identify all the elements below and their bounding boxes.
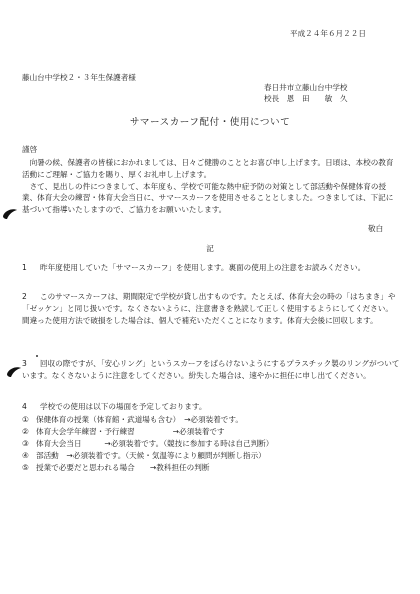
sub-item [22, 462, 209, 474]
item-number: 4 [22, 402, 27, 411]
list-item [22, 262, 400, 274]
sender-principal: 校長 恩 田 敏 久 [264, 94, 348, 103]
sub-item [22, 426, 225, 438]
item-number: 3 [22, 359, 27, 368]
body-paragraph: 向暑の候、保護者の皆様におかれましては、日々ご健勝のこととお喜び申し上げます。日頃は、本校の教育活動にご理解・ご協力を賜り、厚くお礼申し上げます。 さて、見出しの件につきまして、本年度も、学校で可能な熱中症予防の対策として部活動や保健体育の授業、体育大会の練習・体育大会当日に、サマースカーフを使用させることとしました。つきましては、下記に基づいて指導いたしますので、ご協力をお願いいたします。 [22, 158, 394, 215]
item-text: 回収の際ですが、「安心リング」というスカーフをばらけないようにするプラスチック製のリングがついています。なくさないように注意をしてください。紛失した場合は、速やかに担任に申し出てください。 [22, 359, 400, 380]
sub-item-number: ③ [22, 439, 29, 448]
sub-item-text: 体育大会当日 →必須装着です。（競技に参加する時は自己判断） [36, 439, 274, 448]
ki-heading: 記 [206, 244, 214, 253]
closing-word: 敬白 [368, 224, 384, 233]
item-text: 学校での使用は以下の場面を予定しております。 [40, 402, 207, 411]
punch-hole-mark [2, 207, 18, 221]
recipient: 藤山台中学校２・３年生保護者様 [22, 73, 136, 82]
sub-item-number: ① [22, 415, 29, 424]
list-item [22, 291, 400, 326]
sub-item-number: ② [22, 427, 29, 436]
sub-item [22, 414, 243, 426]
sub-item-number: ⑤ [22, 463, 29, 472]
sub-item [22, 438, 273, 450]
sender-block [264, 82, 348, 104]
scan-speck [36, 355, 38, 357]
sub-item-text: 部活動 →必須装着です。（天候・気温等により顧問が判断し指示） [36, 451, 266, 460]
item-number: 2 [22, 292, 27, 301]
list-item [22, 401, 400, 413]
sub-item-text: 体育大会学年練習・予行練習 →必須装着です [36, 427, 225, 436]
sub-item-text: 授業で必要だと思われる場合 →教科担任の判断 [36, 463, 210, 472]
sub-item [22, 450, 266, 462]
item-text: 昨年度使用していた「サマースカーフ」を使用します。裏面の使用上の注意をお読みください。 [40, 263, 366, 272]
opening-word: 謹啓 [22, 145, 38, 154]
letter-date: 平成２４年６月２２日 [290, 29, 366, 38]
list-item [22, 358, 400, 382]
sender-school: 春日井市立藤山台中学校 [264, 83, 348, 92]
item-text: このサマースカーフは、期間限定で学校が貸し出すものです。たとえば、体育大会の時の「はちまき」や「ゼッケン」と同じ扱いです。なくさないように、注意書きを熟読して正しく使用するようにしてください。間違った使用方法で破損をした場合は、個人で補充いただくことになります。体育大会後に回収します。 [22, 292, 396, 325]
document-title: サマースカーフ配付・使用について [129, 117, 291, 128]
punch-hole-mark [6, 365, 22, 379]
sub-item-text: 保健体育の授業（体育館・武道場も含む） →必須装着です。 [36, 415, 243, 424]
item-number: 1 [22, 263, 27, 272]
sub-item-number: ④ [22, 451, 29, 460]
